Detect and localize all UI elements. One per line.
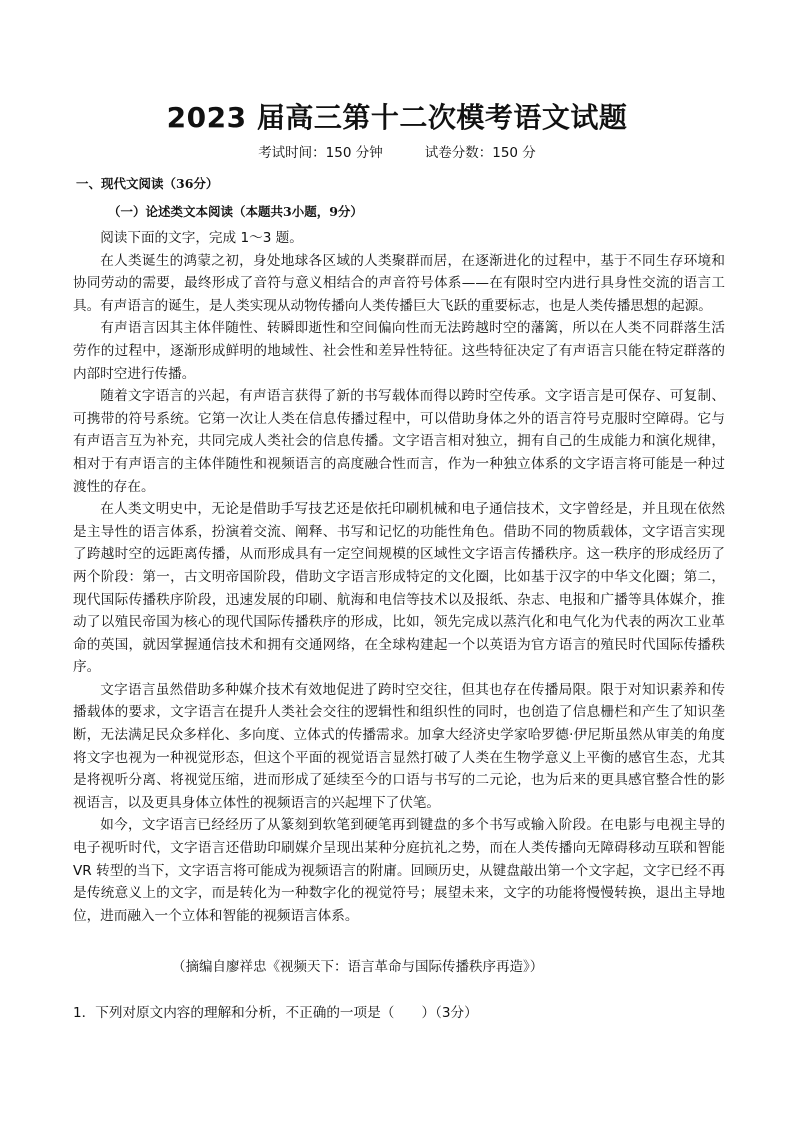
passage-paragraph-6: 如今，文字语言已经经历了从篆刻到软笔到硬笔再到键盘的多个书写或输入阶段。在电影与电视主导的电子视听时代，文字语言还借助印刷媒介呈现出某种分庭抗礼之势，而在人类传播向无障碍移动互联和智能 VR 转型的当下，文字语言将可能成为视频语言的附庸。回顾历史，从键盘敲出第一个文字起，文字已经不再是传统意义上的文字，而是转化为一种数字化的视觉符号；展望未来，文字的功能将慢慢转换，退出主导地位，进而融入一个立体和智能的视频语言体系。 bbox=[73, 817, 725, 924]
instruction-paragraph: 阅读下面的文字，完成 1～3 题。 bbox=[100, 230, 303, 246]
section-heading: 一、现代文阅读（36分） bbox=[76, 176, 219, 191]
reading-passage bbox=[73, 227, 725, 927]
passage-paragraph-2: 有声语言因其主体伴随性、转瞬即逝性和空间偏向性而无法跨越时空的藩篱，所以在人类不同群落生活劳作的过程中，逐渐形成鲜明的地域性、社会性和差异性特征。这些特征决定了有声语言只能在特定群落的内部时空进行传播。 bbox=[73, 320, 725, 382]
question-1: 1．下列对原文内容的理解和分析，不正确的一项是（ ）（3分） bbox=[73, 1005, 478, 1021]
passage-paragraph-5: 文字语言虽然借助多种媒介技术有效地促进了跨时空交往，但其也存在传播局限。限于对知识素养和传播载体的要求，文字语言在提升人类社会交往的逻辑性和组织性的同时，也创造了信息栅栏和产生了知识垄断，无法满足民众多样化、多向度、立体式的传播需求。加拿大经济史学家哈罗德·伊尼斯虽然从审美的角度将文字也视为一种视觉形态，但这个平面的视觉语言显然打破了人类在生物学意义上平衡的感官生态，尤其是将视听分离、将视觉压缩，进而形成了延续至今的口语与书写的二元论，也为后来的更具感官整合性的影视语言，以及更具身体立体性的视频语言的兴起埋下了伏笔。 bbox=[73, 681, 725, 811]
exam-title: 2023 届高三第十二次模考语文试题 bbox=[166, 101, 628, 134]
subsection-heading: （一）论述类文本阅读（本题共3小题，9分） bbox=[108, 204, 363, 219]
exam-meta bbox=[0, 141, 794, 161]
exam-time: 考试时间：150 分钟 bbox=[258, 145, 383, 161]
passage-source: （摘编自廖祥忠《视频天下：语言革命与国际传播秩序再造》） bbox=[172, 959, 544, 975]
passage-paragraph-3: 随着文字语言的兴起，有声语言获得了新的书写载体而得以跨时空传承。文字语言是可保存、可复制、可携带的符号系统。它第一次让人类在信息传播过程中，可以借助身体之外的语言符号克服时空障碍。它与有声语言互为补充，共同完成人类社会的信息传播。文字语言相对独立，拥有自己的生成能力和演化规律，相对于有声语言的主体伴随性和视频语言的高度融合性而言，作为一种独立体系的文字语言将可能是一种过渡性的存在。 bbox=[73, 388, 725, 495]
full-score: 试卷分数：150 分 bbox=[424, 145, 536, 161]
passage-paragraph-4: 在人类文明史中，无论是借助手写技艺还是依托印刷机械和电子通信技术，文字曾经是，并且现在依然是主导性的语言体系，扮演着交流、阐释、书写和记忆的功能性角色。借助不同的物质载体，文字语言实现了跨越时空的远距离传播，从而形成具有一定空间规模的区域性文字语言传播秩序。这一秩序的形成经历了两个阶段：第一，古文明帝国阶段，借助文字语言形成特定的文化圈，比如基于汉字的中华文化圈；第二，现代国际传播秩序阶段，迅速发展的印刷、航海和电信等技术以及报纸、杂志、电报和广播等具体媒介，推动了以殖民帝国为核心的现代国际传播秩序的形成，比如，领先完成以蒸汽化和电气化为代表的两次工业革命的英国，就因掌握通信技术和拥有交通网络，在全球构建起一个以英语为官方语言的殖民时代国际传播秩序。 bbox=[73, 501, 725, 676]
passage-paragraph-1: 在人类诞生的鸿蒙之初，身处地球各区域的人类聚群而居，在逐渐进化的过程中，基于不同生存环境和协同劳动的需要，最终形成了音符与意义相结合的声音符号体系——在有限时空内进行具身性交流的语言工具。有声语言的诞生，是人类实现从动物传播向人类传播巨大飞跃的重要标志，也是人类传播思想的起源。 bbox=[73, 252, 725, 314]
